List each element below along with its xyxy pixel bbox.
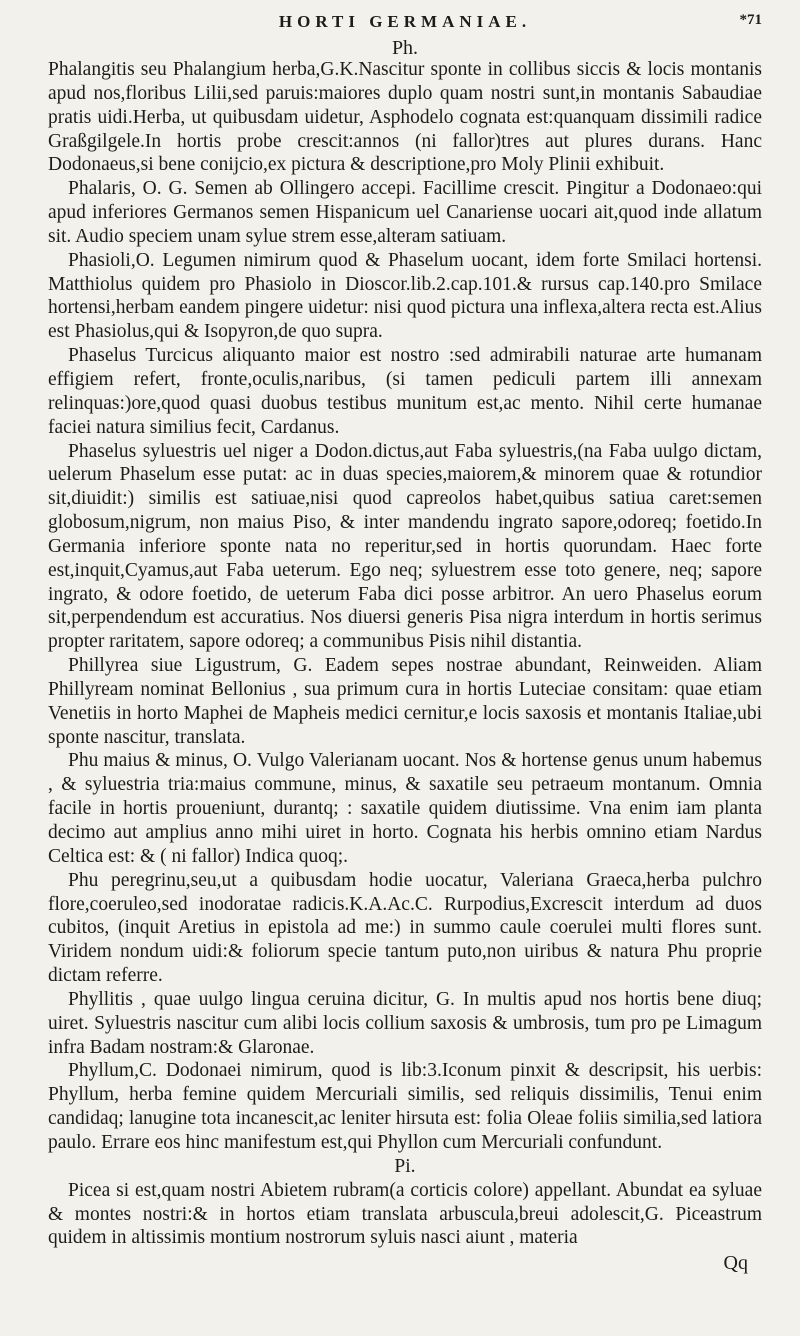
entry-phalaris: Phalaris, O. G. Semen ab Ollingero accepi. Facillime crescit. Pingitur a Dodonaeo:qui apud inferiores Germanos semen Hispanicum uel Canariense uocari ait,quod inde allatum sit. Audio speciem unam sylue strem esse,alteram satiuam.	[48, 178, 762, 247]
running-head	[48, 10, 762, 34]
section-heading: Ph.	[391, 37, 419, 59]
catchword: Qq	[723, 1252, 748, 1275]
running-title: HORTI GERMANIAE.	[278, 12, 532, 31]
entry-phu-peregrinum: Phu peregrinu,seu,ut a quibusdam hodie uocatur, Valeriana Graeca,herba pulchro flore,coeruleo,sed inodoratae radicis.K.A.Ac.C. Rurpodius,Excrescit interdum ad duos cubitos, (inquit Aretius in epistola ad me:) in summo caule coerulei multi flores sunt. Viridem nondum uidi:& foliorum specie tantum puto,non uiribus & natura Phu proprie dictam referre.	[48, 869, 762, 987]
entry-phaselus-turcicus: Phaselus Turcicus aliquanto maior est nostro :sed admirabili naturae arte humanam effigiem refert, fronte,oculis,naribus, (si tamen pediculi partem illi annexam relinquas:)ore,quod quasi duobus testibus munitum est,ac mento. Nihil certe humanae faciei natura similius fecit, Cardanus.	[48, 345, 762, 438]
entry-phasioli: Phasioli,O. Legumen nimirum quod & Phaselum uocant, idem forte Smilaci hortensi. Matthiolus quidem pro Phasiolo in Dioscor.lib.2.cap.101.& rursus cap.140.pro Smilace hortensi,herbam eandem pingere uidetur: nisi quod pictura una inflexa,altera recta est.Alius est Phasiolus,qui & Isopyron,de quo supra.	[48, 249, 762, 343]
entry-phaselus-syluestris: Phaselus syluestris uel niger a Dodon.dictus,aut Faba syluestris,(na Faba uulgo dictam, uelerum Phaselum esse putat: ac in duas species,maiorem,& minorem quae & rotundior sit,diuidit:) similis est satiuae,nisi quod capreolos habet,quibus satiua caret:semen globosum,nigrum, non maius Piso, & inter mandendu ingrato sapore,odoreq; foetido.In Germania inferiore sponte nata no reperitur,sed in hortis quorundam. Haec forte est,inquit,Cyamus,aut Faba ueterum. Ego neq; syluestrem esse toto genere, neq; sapore ingrato, & odore foetido, de ueterum Faba dici posse arbitror. An uero Phaselus eorum sit,perpendendum est accuratius. Nos diuersi generis Pisa nigra interdum in hortis serimus propter raritatem, sapore odoreq; a communibus Pisis nihil distantia.	[48, 440, 762, 653]
entry-phu-maius: Phu maius & minus, O. Vulgo Valerianam uocant. Nos & hortense genus unum habemus , & syluestria tria:maius commune, minus, & saxatile seu petraeum montanum. Omnia facile in hortis proueniunt, durantq; : saxatile quidem diutissime. Vna enim iam planta decimo aut amplius anno mihi uiret in horto. Cognata his herbis omnino etiam Nardus Celtica est: & ( ni fallor) Indica quoq;.	[48, 750, 762, 867]
entry-picea: Picea si est,quam nostri Abietem rubram(a corticis colore) appellant. Abundat ea syluae & montes nostri:& in hortos etiam translata arbuscula,breui adolescit,G. Piceastrum quidem in altissimis montium nostrorum syluis nasci aiunt , materia	[48, 1179, 762, 1249]
sub-heading: Pi.	[394, 1155, 416, 1177]
entry-phyllum: Phyllum,C. Dodonaei nimirum, quod is lib:3.Iconum pinxit & descripsit, his uerbis: Phyllum, herba femine quidem Mercuriali similis, sed reliquis dissimilis, Tenui enim candidaq; lanugine tota incanescit,ac leniter hirsuta est: folia Oleae foliis similia,sed latiora paulo. Errare eos hinc manifestum est,qui Phyllon cum Mercuriali confundunt.	[48, 1060, 762, 1153]
entry-phalangitis: Phalangitis seu Phalangium herba,G.K.Nascitur sponte in collibus siccis & locis montanis apud nos,floribus Lilii,sed paruis:maiores duplo quam nostri sunt,in montanis Sabaudiae pratis uidi.Herba, ut quibusdam uidetur, Asphodelo cognata est:quanquam dissimili radice Graßgilgele.In hortis probe crescit:annos (ni fallor)tres aut plures durans. Hanc Dodonaeus,si bene conijcio,ex pictura & descriptione,pro Moly Plinii exhibuit.	[48, 59, 762, 176]
entry-phillyrea: Phillyrea siue Ligustrum, G. Eadem sepes nostrae abundant, Reinweiden. Aliam Phillyream nominat Bellonius , sua primum cura in hortis Luteciae consitam: quae etiam Venetiis in horto Maphei de Mapheis medici cernitur,e locis saxosis et montanis Italiae,ubi sponte nascitur, translata.	[48, 655, 762, 748]
page-number: *71	[739, 12, 762, 28]
entry-phyllitis: Phyllitis , quae uulgo lingua ceruina dicitur, G. In multis apud nos hortis bene diuq; uiret. Syluestris nascitur cum alibi locis collium saxosis & umbrosis, tum pro pe Limagum infra Badam nostram:& Glaronae.	[48, 988, 762, 1058]
body-text	[48, 58, 762, 1250]
